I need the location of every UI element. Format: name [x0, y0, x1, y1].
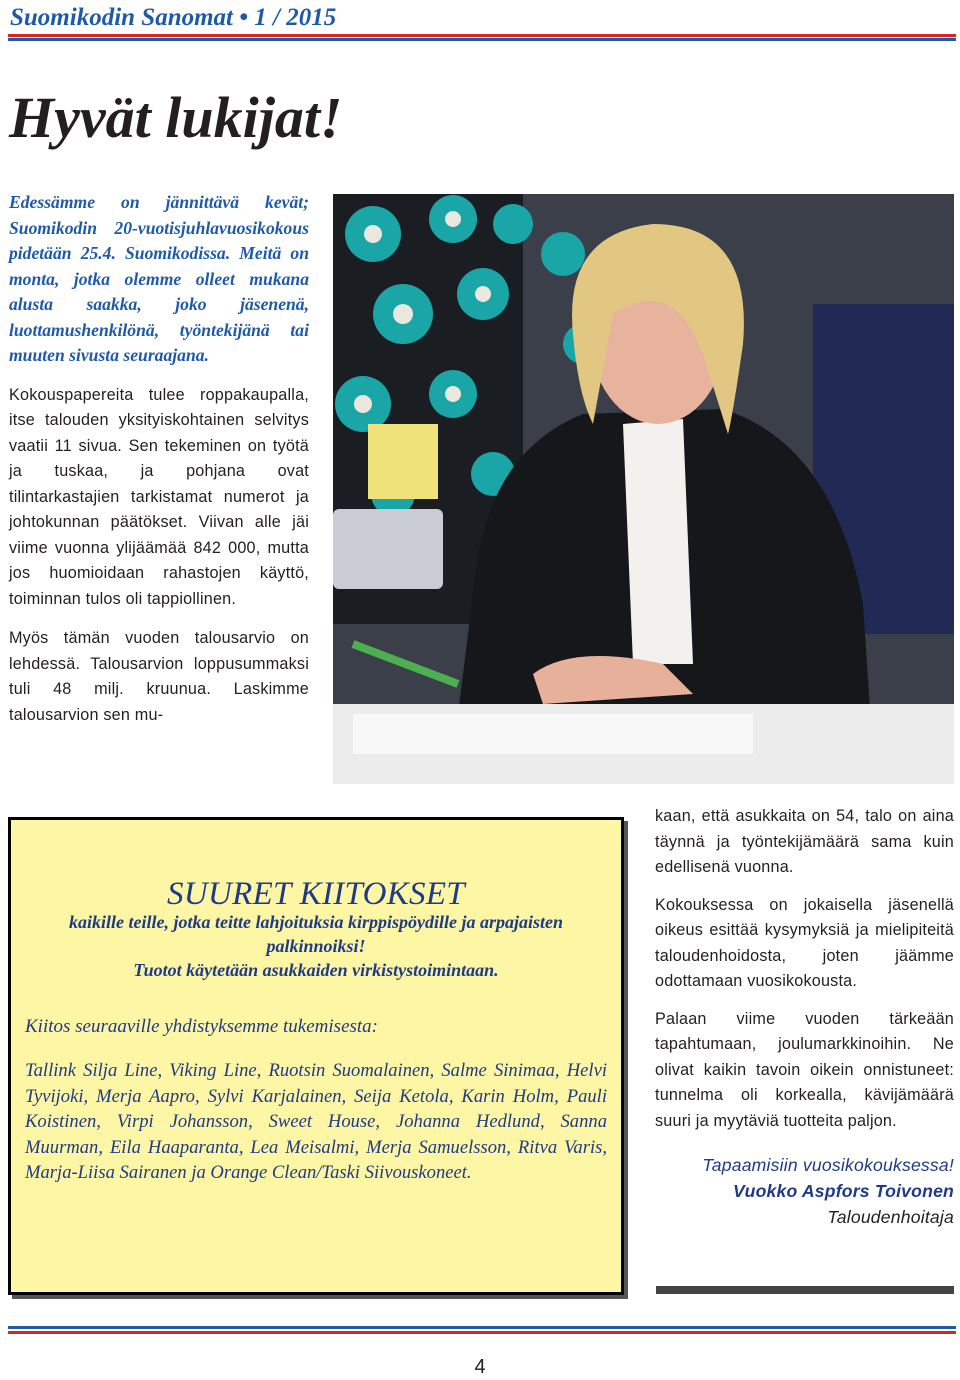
- header-red-rule: [8, 34, 956, 37]
- header-blue-rule: [8, 38, 956, 41]
- newsletter-title: Suomikodin Sanomat • 1 / 2015: [10, 4, 337, 31]
- signature-name: Vuokko Aspfors Toivonen: [733, 1181, 954, 1201]
- article-end-bar: [656, 1286, 954, 1294]
- signature-greeting: Tapaamisiin vuosikokouksessa!: [702, 1155, 954, 1175]
- thanks-box-subtitle-line-1: kaikille teille, jotka teitte lahjoituksia kirppispöydille ja arpajaisten palkinnoiksi!: [69, 912, 563, 956]
- portrait-illustration: [333, 194, 954, 784]
- left-text-column: [9, 190, 309, 740]
- newsletter-header: [8, 0, 956, 38]
- footer-blue-rule: [8, 1326, 956, 1329]
- signature-block: [655, 1152, 954, 1230]
- footer-red-rule: [8, 1331, 956, 1334]
- right-text-column: [655, 804, 954, 1230]
- body-paragraph-2: Myös tämän vuoden talousarvio on lehdessä. Talousarvion loppusummaksi tuli 48 milj. kruunua. Laskimme talousarvion sen mu-: [9, 629, 309, 724]
- page-headline: Hyvät lukijat!: [9, 85, 343, 150]
- thanks-box: [8, 817, 624, 1295]
- thanks-box-subtitle: [31, 910, 601, 982]
- right-paragraph-2: Kokouksessa on jokaisella jäsenellä oikeus esittää kysymyksiä ja mielipiteitä taloudenhoidosta, joten jäämme odottamaan vuosikokousta.: [655, 895, 954, 990]
- sponsor-list: Tallink Silja Line, Viking Line, Ruotsin Suomalainen, Salme Sinimaa, Helvi Tyvijoki, Merja Aapro, Sylvi Karjalainen, Seija Ketola, Karin Holm, Pauli Koistinen, Virpi Johansson, Sweet House, Johanna Hedlund, Sanna Muurman, Eila Haaparanta, Lea Meisalmi, Merja Samuelsson, Ritva Varis, Marja-Liisa Sairanen ja Orange Clean/Taski Siivouskoneet.: [25, 1060, 607, 1183]
- right-paragraph-3: Palaan viime vuoden tärkeään tapahtumaan, joulumarkkinoihin. Ne olivat kaikin tavoin oikein onnistuneet: tunnelma oli korkealla, kävijämäärä suuri ja myytäviä tuotteita paljon.: [655, 1009, 954, 1130]
- thanks-box-title: SUURET KIITOKSET: [167, 876, 465, 912]
- lead-paragraph: Edessämme on jännittävä kevät; Suomikodin 20-vuotisjuhlavuosikokous pidetään 25.4. Suomikodissa. Meitä on monta, jotka olemme olleet mukana alusta saakka, joko jäsenenä, luottamushenkilönä, työntekijänä tai muuten sivusta seuraajana.: [9, 192, 309, 365]
- portrait-photo: [333, 194, 954, 784]
- right-paragraph-1: kaan, että asukkaita on 54, talo on aina täynnä ja työntekijämäärä sama kuin edellisenä vuonna.: [655, 807, 954, 876]
- signature-title: Taloudenhoitaja: [827, 1207, 954, 1227]
- thanks-box-intro: Kiitos seuraaville yhdistyksemme tukemisesta:: [25, 1016, 379, 1037]
- page-number: 4: [474, 1356, 486, 1378]
- body-paragraph-1: Kokouspapereita tulee roppakaupalla, itse talouden yksityiskohtainen selvitys vaatii 11 sivua. Sen tekeminen on työtä ja tuskaa, ja pohjana ovat tilintarkastajien tarkistamat numerot ja johtokunnan päätökset. Viivan alle jäi viime vuonna ylijäämää 842 000, mutta jos huomioidaan rahastojen käyttö, toiminnan tulos oli tappiollinen.: [9, 385, 309, 608]
- thanks-box-subtitle-line-2: Tuotot käytetään asukkaiden virkistystoimintaan.: [133, 960, 499, 980]
